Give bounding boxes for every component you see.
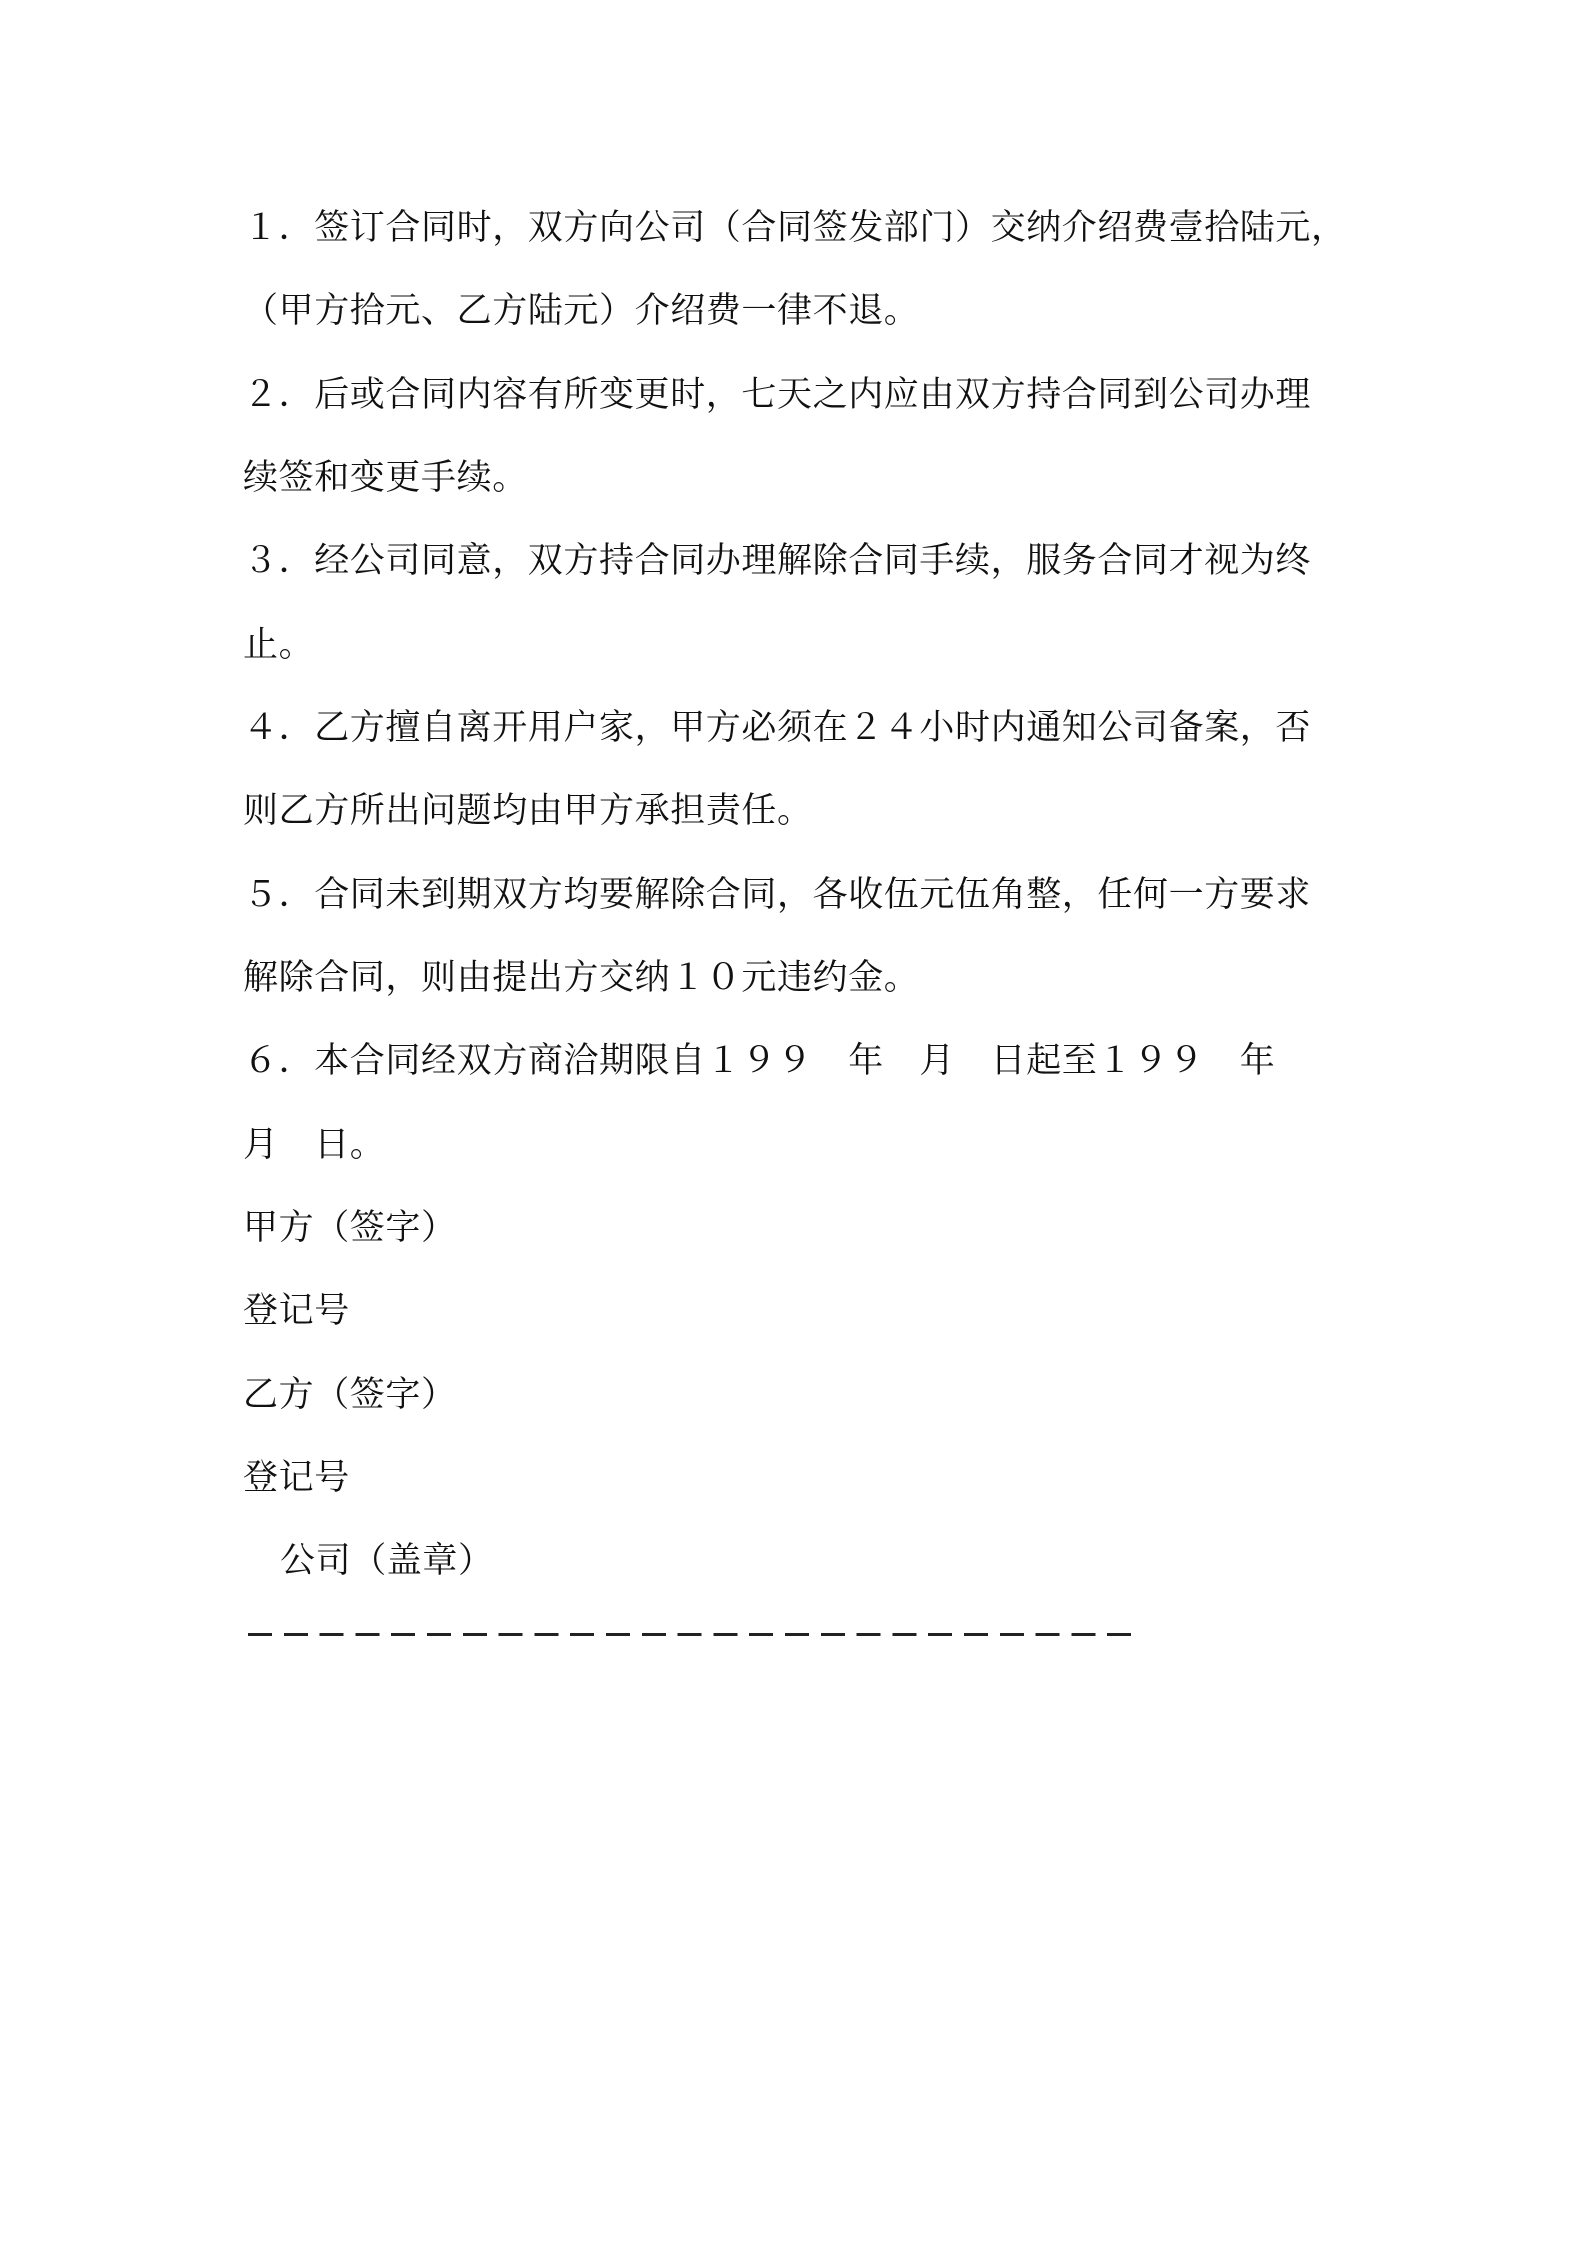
party-b-registration: 登记号 xyxy=(243,1458,350,1498)
clause-1-line-2: （甲方拾元、乙方陆元）介绍费一律不退。 xyxy=(243,291,920,331)
clause-6-line-2: 月 日。 xyxy=(243,1125,386,1165)
clause-1-line-1: １．签订合同时，双方向公司（合同签发部门）交纳介绍费壹拾陆元， xyxy=(243,208,1347,248)
party-a-signature: 甲方（签字） xyxy=(243,1208,457,1248)
clause-3-line-1: ３．经公司同意，双方持合同办理解除合同手续，服务合同才视为终 xyxy=(243,541,1312,581)
party-a-registration: 登记号 xyxy=(243,1291,350,1331)
dashed-separator xyxy=(248,1633,1143,1636)
clause-4-line-2: 则乙方所出问题均由甲方承担责任。 xyxy=(243,791,813,831)
clause-6-line-1: ６．本合同经双方商洽期限自１９９ 年 月 日起至１９９ 年 xyxy=(243,1041,1276,1081)
clause-4-line-1: ４．乙方擅自离开用户家，甲方必须在２４小时内通知公司备案，否 xyxy=(243,708,1312,748)
clause-5-line-2: 解除合同，则由提出方交纳１０元违约金。 xyxy=(243,958,920,998)
clause-3-line-2: 止。 xyxy=(243,625,315,665)
company-seal: 公司（盖章） xyxy=(280,1541,494,1581)
clause-2-line-2: 续签和变更手续。 xyxy=(243,458,528,498)
clause-5-line-1: ５．合同未到期双方均要解除合同，各收伍元伍角整，任何一方要求 xyxy=(243,875,1312,915)
clause-2-line-1: ２．后或合同内容有所变更时，七天之内应由双方持合同到公司办理 xyxy=(243,375,1312,415)
party-b-signature: 乙方（签字） xyxy=(243,1375,457,1415)
